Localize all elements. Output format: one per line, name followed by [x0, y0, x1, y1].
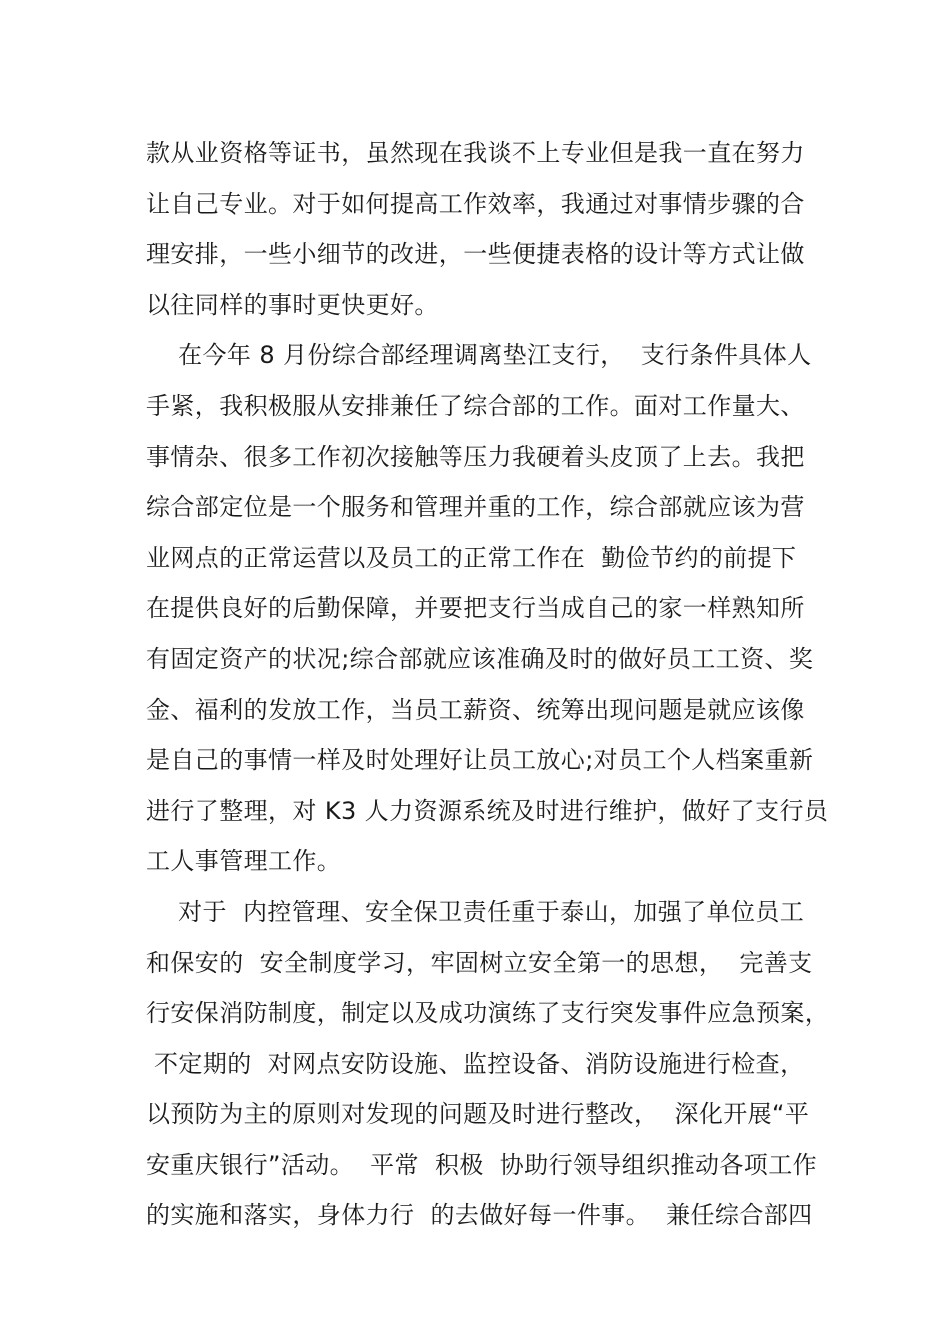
text-line: 是自己的事情一样及时处理好让员工放心;对员工个人档案重新: [146, 746, 814, 775]
text-line: 以预防为主的原则对发现的问题及时进行整改， 深化开展“平: [146, 1100, 810, 1129]
text-line: 在提供良好的后勤保障，并要把支行当成自己的家一样熟知所: [146, 594, 805, 623]
text-line: 综合部定位是一个服务和管理并重的工作，综合部就应该为营: [146, 493, 805, 522]
text-line: 理安排，一些小细节的改进，一些便捷表格的设计等方式让做: [146, 240, 805, 269]
text-line: 款从业资格等证书，虽然现在我谈不上专业但是我一直在努力: [146, 139, 805, 167]
text-line: 业网点的正常运营以及员工的正常工作在 勤俭节约的前提下: [146, 543, 797, 572]
text-line: 工人事管理工作。: [146, 847, 342, 876]
body-text: [146, 132, 846, 1245]
text-line: 和保安的 安全制度学习，牢固树立安全第一的思想， 完善支: [146, 948, 813, 977]
text-line: 在今年 8 月份综合部经理调离垫江支行， 支行条件具体人: [146, 341, 812, 370]
text-line: 金、福利的发放工作，当员工薪资、统筹出现问题是就应该像: [146, 695, 805, 724]
text-line: 进行了整理，对 K3 人力资源系统及时进行维护，做好了支行员: [146, 796, 829, 825]
text-line: 以往同样的事时更快更好。: [146, 290, 439, 319]
text-line: 事情杂、很多工作初次接触等压力我硬着头皮顶了上去。我把: [146, 442, 805, 471]
text-line: 让自己专业。对于如何提高工作效率，我通过对事情步骤的合: [146, 189, 805, 218]
text-line: 手紧，我积极服从安排兼任了综合部的工作。面对工作量大、: [146, 391, 805, 420]
text-line: 的实施和落实，身体力行 的去做好每一件事。 兼任综合部四: [146, 1201, 813, 1230]
text-line: 有固定资产的状况;综合部就应该准确及时的做好员工工资、奖: [146, 644, 814, 673]
text-line: 对于 内控管理、安全保卫责任重于泰山，加强了单位员工: [146, 897, 805, 926]
text-line: 安重庆银行”活动。 平常 积极 协助行领导组织推动各项工作: [146, 1150, 818, 1179]
text-line: 行安保消防制度，制定以及成功演练了支行突发事件应急预案，: [146, 999, 830, 1028]
text-line: 不定期的 对网点安防设施、监控设备、消防设施进行检查，: [146, 1049, 805, 1078]
